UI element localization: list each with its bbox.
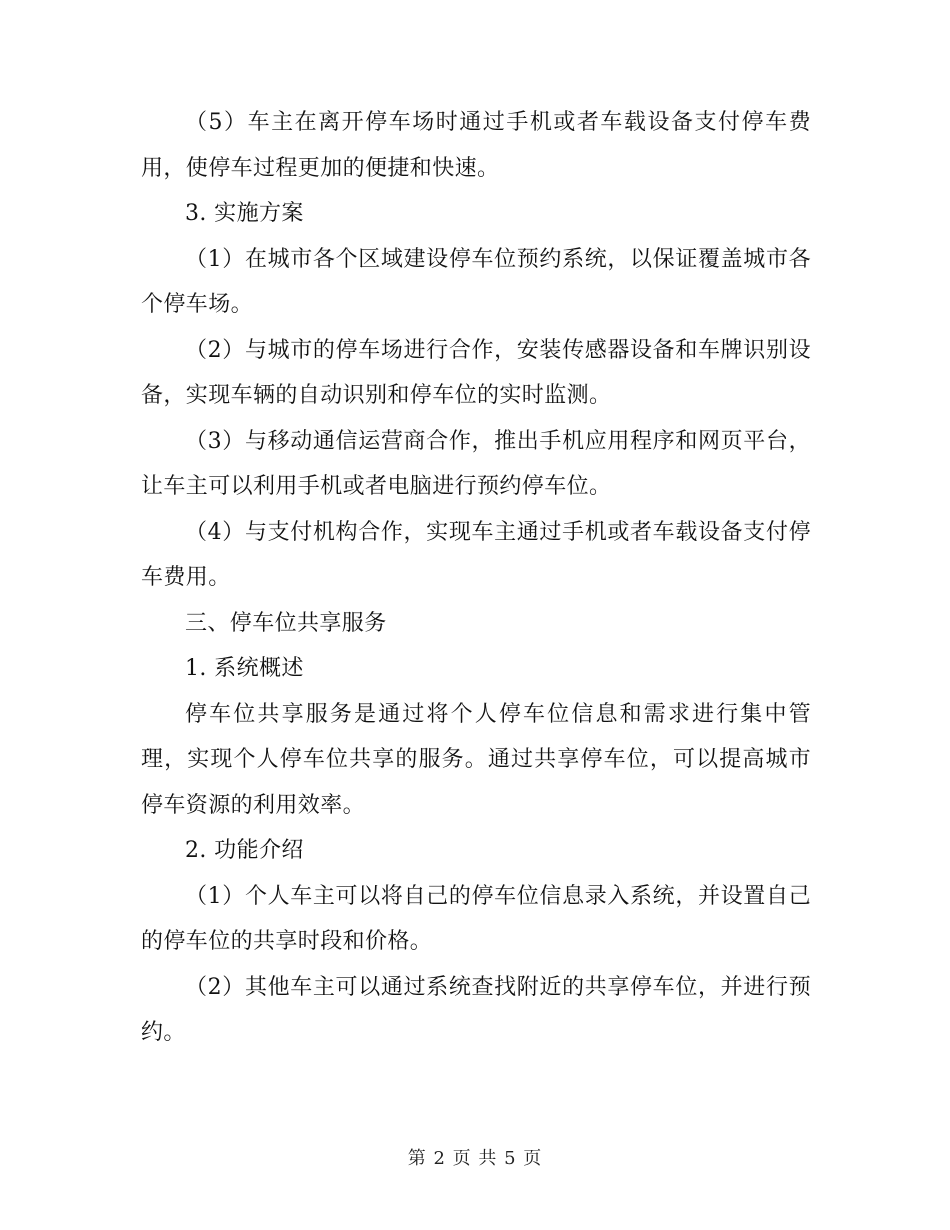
paragraph-item-4-payment-institution: （4）与支付机构合作，实现车主通过手机或者车载设备支付停车费用。 [141,519,811,590]
paragraph-item-5-payment: （5）车主在离开停车场时通过手机或者车载设备支付停车费用，使停车过程更加的便捷和快速。 [141,110,811,181]
paragraph-item-1-system: （1）在城市各个区域建设停车位预约系统，以保证覆盖城市各个停车场。 [141,246,811,317]
paragraph-feature-2: （2）其他车主可以通过系统查找附近的共享停车位，并进行预约。 [141,974,811,1045]
section-heading-features: 2. 功能介绍 [185,838,304,863]
page-number-footer: 第 2 页 共 5 页 [407,1148,543,1169]
document-body [141,100,811,1056]
section-heading-overview: 1. 系统概述 [185,656,304,681]
paragraph-overview: 停车位共享服务是通过将个人停车位信息和需求进行集中管理，实现个人停车位共享的服务。通过共享停车位，可以提高城市停车资源的利用效率。 [141,701,811,818]
section-heading-sharing-service: 三、停车位共享服务 [185,610,387,636]
section-heading-implementation: 3. 实施方案 [185,201,304,226]
paragraph-item-3-mobile-operator: （3）与移动通信运营商合作，推出手机应用程序和网页平台，让车主可以利用手机或者电脑进行预约停车位。 [141,428,811,499]
paragraph-feature-1: （1）个人车主可以将自己的停车位信息录入系统，并设置自己的停车位的共享时段和价格。 [141,883,811,954]
paragraph-item-2-parking-lots: （2）与城市的停车场进行合作，安装传感器设备和车牌识别设备，实现车辆的自动识别和停车位的实时监测。 [141,337,811,408]
